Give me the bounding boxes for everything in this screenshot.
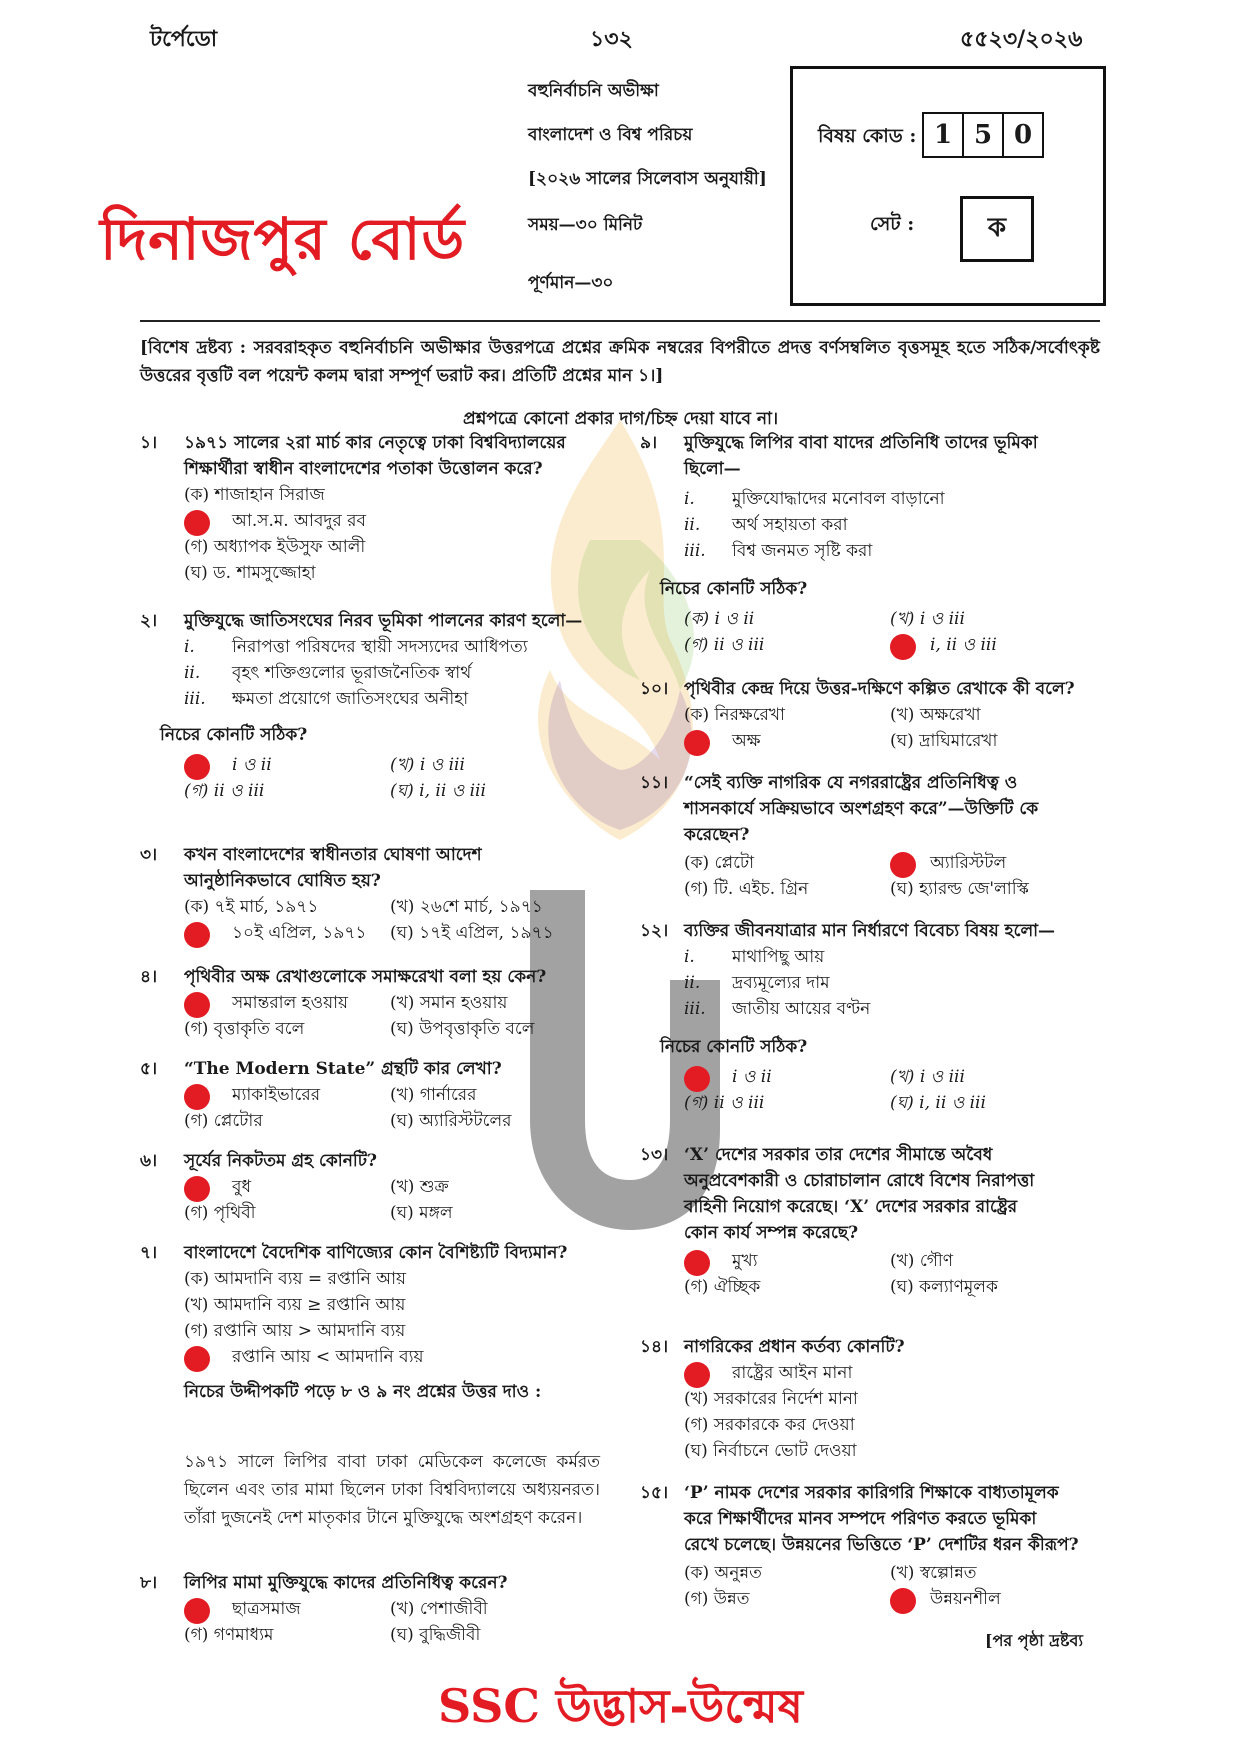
statement: মুক্তিযোদ্ধাদের মনোবল বাড়ানো — [732, 489, 945, 509]
question-text: অনুপ্রবেশকারী ও চোরাচালান রোধে বিশেষ নিরাপত্তা — [684, 1171, 1035, 1191]
question-7 — [140, 1240, 600, 1367]
answer-mark — [890, 634, 916, 660]
question-number: ৮। — [140, 1573, 158, 1593]
statement: মাথাপিছু আয় — [732, 947, 825, 967]
question-text: নাগরিকের প্রধান কর্তব্য কোনটি? — [684, 1337, 905, 1357]
option: (ঘ) কল্যাণমূলক — [890, 1277, 998, 1297]
question-number: ৯। — [640, 433, 658, 453]
header-divider — [140, 320, 1100, 322]
statement-label: iii. — [184, 689, 206, 709]
question-text: শিক্ষার্থীরা স্বাধীন বাংলাদেশের পতাকা উত্তোলন করে? — [184, 459, 543, 479]
option: (গ) প্লেটোর — [184, 1111, 263, 1131]
option: (ঘ) হ্যারল্ড জে'লাস্কি — [890, 879, 1029, 899]
option: (খ) গার্নারের — [390, 1085, 477, 1105]
statement: বৃহৎ শক্তিগুলোর ভূরাজনৈতিক স্বার্থ — [232, 663, 472, 683]
statement-label: i. — [684, 489, 695, 509]
statement: বিশ্ব জনমত সৃষ্টি করা — [732, 541, 873, 561]
next-page-note: [পর পৃষ্ঠা দ্রষ্টব্য — [985, 1631, 1084, 1650]
option: ১০ই এপ্রিল, ১৯৭১ — [232, 923, 367, 943]
option: (ঘ) মঙ্গল — [390, 1203, 453, 1223]
answer-mark — [184, 1346, 210, 1372]
question-10 — [640, 676, 1100, 751]
code-digit: 0 — [1013, 120, 1033, 150]
answer-mark — [184, 510, 210, 536]
publisher-label: টর্পেডো — [150, 26, 218, 52]
option: অ্যারিস্টটল — [930, 853, 1007, 873]
option: i ও ii — [732, 1067, 772, 1087]
question-number: ২। — [140, 611, 158, 631]
question-number: ৪। — [140, 967, 158, 987]
question-text: পৃথিবীর কেন্দ্র দিয়ে উত্তর-দক্ষিণে কল্পিত রেখাকে কী বলে? — [684, 679, 1075, 699]
question-text: বাংলাদেশে বৈদেশিক বাণিজ্যের কোন বৈশিষ্ট্যটি বিদ্যমান? — [184, 1243, 568, 1263]
statement-label: i. — [684, 947, 695, 967]
question-number: ৫। — [140, 1059, 158, 1079]
question-text: করে শিক্ষার্থীদের মানব সম্পদে পরিণত করতে ভূমিকা — [684, 1509, 1037, 1529]
question-13 — [640, 1142, 1100, 1297]
question-text: ‘X’ দেশের সরকার তার দেশের সীমান্তে অবৈধ — [684, 1145, 993, 1165]
left-column — [140, 430, 600, 1645]
page-number: ১৩২ — [590, 26, 633, 52]
question-11 — [640, 770, 1100, 899]
option: (খ) সরকারের নির্দেশ মানা — [684, 1389, 858, 1409]
option: (ঘ) বুদ্ধিজীবী — [390, 1625, 481, 1645]
question-text: আনুষ্ঠানিকভাবে ঘোষিত হয়? — [184, 871, 381, 891]
option: (গ) উন্নত — [684, 1589, 750, 1609]
option: (খ) i ও iii — [890, 609, 965, 629]
syllabus-note: [২০২৬ সালের সিলেবাস অনুযায়ী] — [528, 169, 767, 189]
option: (খ) আমদানি ব্যয় ≥ রপ্তানি আয় — [184, 1295, 406, 1315]
board-name: দিনাজপুর বোর্ড — [100, 205, 466, 273]
notice-text: প্রশ্নপত্রে কোনো প্রকার দাগ/চিহ্ন দেয়া যাবে না। — [462, 409, 779, 429]
question-text: সূর্যের নিকটতম গ্রহ কোনটি? — [184, 1151, 377, 1171]
question-text: বাহিনী নিয়োগ করেছে। ‘X’ দেশের সরকার রাষ্ট্রের — [684, 1197, 1018, 1217]
answer-mark — [184, 754, 210, 780]
subject-code-digits — [922, 112, 1044, 158]
question-number: ১৩। — [640, 1145, 669, 1165]
question-text: কোন কার্য সম্পন্ন করেছে? — [684, 1223, 859, 1243]
option: (খ) পেশাজীবী — [390, 1599, 488, 1619]
right-column — [640, 430, 1100, 1630]
question-text: পৃথিবীর অক্ষ রেখাগুলোকে সমাক্ষরেখা বলা হয় কেন? — [184, 967, 547, 987]
stimulus-heading: নিচের উদ্দীপকটি পড়ে ৮ ও ৯ নং প্রশ্নের উত্তর দাও : — [184, 1382, 542, 1402]
code-reference: ৫৫২৩/২০২৬ — [960, 26, 1083, 52]
question-number: ১০। — [640, 679, 669, 699]
statement-label: iii. — [684, 541, 706, 561]
option: (ক) i ও ii — [684, 609, 755, 629]
option: i ও ii — [232, 755, 272, 775]
statement: নিরাপত্তা পরিষদের স্থায়ী সদস্যদের আধিপত্য — [232, 637, 528, 657]
set-value: ক — [960, 196, 1034, 262]
statement-label: i. — [184, 637, 195, 657]
option: (খ) গৌণ — [890, 1251, 954, 1271]
question-number: ১১। — [640, 773, 669, 793]
full-marks: পূর্ণমান—৩০ — [528, 273, 614, 293]
exam-type: বহুনির্বাচনি অভীক্ষা — [528, 81, 659, 101]
answer-mark — [184, 922, 210, 948]
answer-mark — [684, 1362, 710, 1388]
option: (গ) ii ও iii — [184, 781, 265, 801]
answer-mark — [890, 1588, 916, 1614]
option: (ক) অনুন্নত — [684, 1563, 762, 1583]
subject-name: বাংলাদেশ ও বিশ্ব পরিচয় — [528, 125, 693, 145]
option: (গ) গণমাধ্যম — [184, 1625, 274, 1645]
option: (খ) সমান হওয়ায় — [390, 993, 508, 1013]
question-number: ৬। — [140, 1151, 158, 1171]
option: (ক) নিরক্ষরেখা — [684, 705, 785, 725]
which-correct: নিচের কোনটি সঠিক? — [660, 1037, 808, 1057]
option: ম্যাকাইভারের — [232, 1085, 321, 1105]
which-correct: নিচের কোনটি সঠিক? — [160, 725, 308, 745]
which-correct: নিচের কোনটি সঠিক? — [660, 579, 808, 599]
time-limit: সময়—৩০ মিনিট — [528, 215, 643, 235]
option: মুখ্য — [732, 1251, 758, 1271]
question-text: “সেই ব্যক্তি নাগরিক যে নগররাষ্ট্রের প্রতিনিধিত্ব ও — [684, 773, 1018, 793]
option: (ঘ) i, ii ও iii — [890, 1093, 986, 1113]
option: (গ) বৃত্তাকৃতি বলে — [184, 1019, 305, 1039]
question-number: ১। — [140, 433, 158, 453]
option: অক্ষ — [732, 731, 761, 751]
option: (গ) টি. এইচ. গ্রিন — [684, 879, 809, 899]
instruction-text: [বিশেষ দ্রষ্টব্য : সরবরাহকৃত বহুনির্বাচনি অভীক্ষার উত্তরপত্রে প্রশ্নের ক্রমিক নম্বরের বিপরীতে প্রদত্ত বর্ণসম্বলিত বৃত্তসমূহ হতে সঠিক/সর্বোৎকৃষ্ট উত্তরের বৃত্তটি বল পয়েন্ট কলম দ্বারা সম্পূর্ণ ভরাট কর। প্রতিটি প্রশ্নের মান ১।] — [140, 338, 1100, 386]
statement: অর্থ সহায়তা করা — [732, 515, 848, 535]
statement: ক্ষমতা প্রয়োগে জাতিসংঘের অনীহা — [232, 689, 469, 709]
option: রাষ্ট্রের আইন মানা — [732, 1363, 853, 1383]
option: i, ii ও iii — [930, 635, 997, 655]
question-number: ১৫। — [640, 1483, 669, 1503]
answer-mark — [184, 1176, 210, 1202]
option: ছাত্রসমাজ — [232, 1599, 301, 1619]
question-text: কখন বাংলাদেশের স্বাধীনতার ঘোষণা আদেশ — [184, 845, 482, 865]
code-box — [790, 66, 1106, 306]
option: (খ) অক্ষরেখা — [890, 705, 981, 725]
answer-mark — [184, 1084, 210, 1110]
question-text: করেছেন? — [684, 825, 750, 845]
option: (গ) ঐচ্ছিক — [684, 1277, 761, 1297]
answer-mark — [684, 1250, 710, 1276]
question-text: লিপির মামা মুক্তিযুদ্ধে কাদের প্রতিনিধিত্ব করেন? — [184, 1573, 508, 1593]
question-15 — [640, 1480, 1100, 1609]
option: (ঘ) ড. শামসুজ্জোহা — [184, 563, 316, 583]
question-1 — [140, 430, 600, 583]
statement-label: ii. — [684, 515, 701, 535]
option: সমান্তরাল হওয়ায় — [232, 993, 349, 1013]
option: (খ) ২৬শে মার্চ, ১৯৭১ — [390, 897, 543, 917]
statement-label: ii. — [184, 663, 201, 683]
answer-mark — [184, 1598, 210, 1624]
answer-mark — [684, 730, 710, 756]
option: (ঘ) উপবৃত্তাকৃতি বলে — [390, 1019, 535, 1039]
option: বুধ — [232, 1177, 251, 1197]
question-number: ৩। — [140, 845, 158, 865]
option: (ঘ) অ্যারিস্টটলের — [390, 1111, 512, 1131]
option: আ.স.ম. আবদুর রব — [232, 511, 366, 531]
option: (ক) শাজাহান সিরাজ — [184, 485, 325, 505]
option: (গ) সরকারকে কর দেওয়া — [684, 1415, 855, 1435]
question-2 — [140, 608, 600, 801]
option: রপ্তানি আয় < আমদানি ব্যয় — [232, 1347, 424, 1367]
option: (গ) পৃথিবী — [184, 1203, 256, 1223]
option: (গ) রপ্তানি আয় > আমদানি ব্যয় — [184, 1321, 406, 1341]
question-text: ছিলো— — [684, 459, 741, 479]
question-text: ১৯৭১ সালের ২রা মার্চ কার নেতৃত্বে ঢাকা বিশ্ববিদ্যালয়ের — [184, 433, 566, 453]
question-text: মুক্তিযুদ্ধে জাতিসংঘের নিরব ভূমিকা পালনের কারণ হলো— — [184, 611, 583, 631]
question-12 — [640, 918, 1100, 1113]
question-number: ১২। — [640, 921, 669, 941]
option: (খ) i ও iii — [890, 1067, 965, 1087]
statement: জাতীয় আয়ের বণ্টন — [732, 999, 871, 1019]
option: (ঘ) দ্রাঘিমারেখা — [890, 731, 998, 751]
option: (গ) ii ও iii — [684, 1093, 765, 1113]
answer-mark — [684, 1066, 710, 1092]
question-number: ১৪। — [640, 1337, 669, 1357]
question-9 — [640, 430, 1100, 655]
option: (ক) ৭ই মার্চ, ১৯৭১ — [184, 897, 319, 917]
code-digit: 1 — [924, 114, 964, 156]
question-number: ৭। — [140, 1243, 158, 1263]
option: (খ) i ও iii — [390, 755, 465, 775]
option: (খ) স্বল্পোন্নত — [890, 1563, 977, 1583]
option: (গ) অধ্যাপক ইউসুফ আলী — [184, 537, 366, 557]
question-text: রেখে চলেছে। উন্নয়নের ভিত্তিতে ‘P’ দেশটির ধরন কীরূপ? — [684, 1535, 1079, 1555]
statement-label: ii. — [684, 973, 701, 993]
option: (ঘ) i, ii ও iii — [390, 781, 486, 801]
stimulus-text: ১৯৭১ সালে লিপির বাবা ঢাকা মেডিকেল কলেজে কর্মরত ছিলেন এবং তার মামা ছিলেন ঢাকা বিশ্ববিদ্যালয়ে অধ্যয়নরত। তাঁরা দুজনেই দেশ মাতৃকার টানে মুক্তিযুদ্ধে অংশগ্রহণ করেন। — [184, 1452, 600, 1528]
code-digit: 5 — [964, 114, 1004, 156]
question-text: “The Modern State” গ্রন্থটি কার লেখা? — [184, 1059, 502, 1079]
option: (ঘ) নির্বাচনে ভোট দেওয়া — [684, 1441, 857, 1461]
question-4 — [140, 964, 600, 1039]
question-6 — [140, 1148, 600, 1223]
option: (ঘ) ১৭ই এপ্রিল, ১৯৭১ — [390, 923, 554, 943]
statement: দ্রব্যমূল্যের দাম — [732, 973, 830, 993]
question-8 — [140, 1570, 600, 1645]
option: (ক) প্লেটো — [684, 853, 755, 873]
answer-mark — [890, 852, 916, 878]
option: (ক) আমদানি ব্যয় = রপ্তানি আয় — [184, 1269, 407, 1289]
subject-code-label: বিষয় কোড : — [818, 125, 917, 147]
question-text: ‘P’ নামক দেশের সরকার কারিগরি শিক্ষাকে বাধ্যতামূলক — [684, 1483, 1059, 1503]
question-text: মুক্তিযুদ্ধে লিপির বাবা যাদের প্রতিনিধি তাদের ভূমিকা — [684, 433, 1038, 453]
statement-label: iii. — [684, 999, 706, 1019]
question-3 — [140, 842, 600, 943]
question-5 — [140, 1056, 600, 1131]
option: (খ) শুক্র — [390, 1177, 449, 1197]
question-14 — [640, 1334, 1100, 1461]
set-label: সেট : — [870, 213, 915, 235]
question-text: শাসনকার্যে সক্রিয়ভাবে অংশগ্রহণ করে”—উক্তিটি কে — [684, 799, 1039, 819]
footer-brand: SSC উদ্ভাস-উন্মেষ — [437, 1679, 804, 1733]
option: উন্নয়নশীল — [930, 1589, 1001, 1609]
option: (গ) ii ও iii — [684, 635, 765, 655]
answer-mark — [184, 992, 210, 1018]
question-text: ব্যক্তির জীবনযাত্রার মান নির্ধারণে বিবেচ্য বিষয় হলো— — [684, 921, 1056, 941]
